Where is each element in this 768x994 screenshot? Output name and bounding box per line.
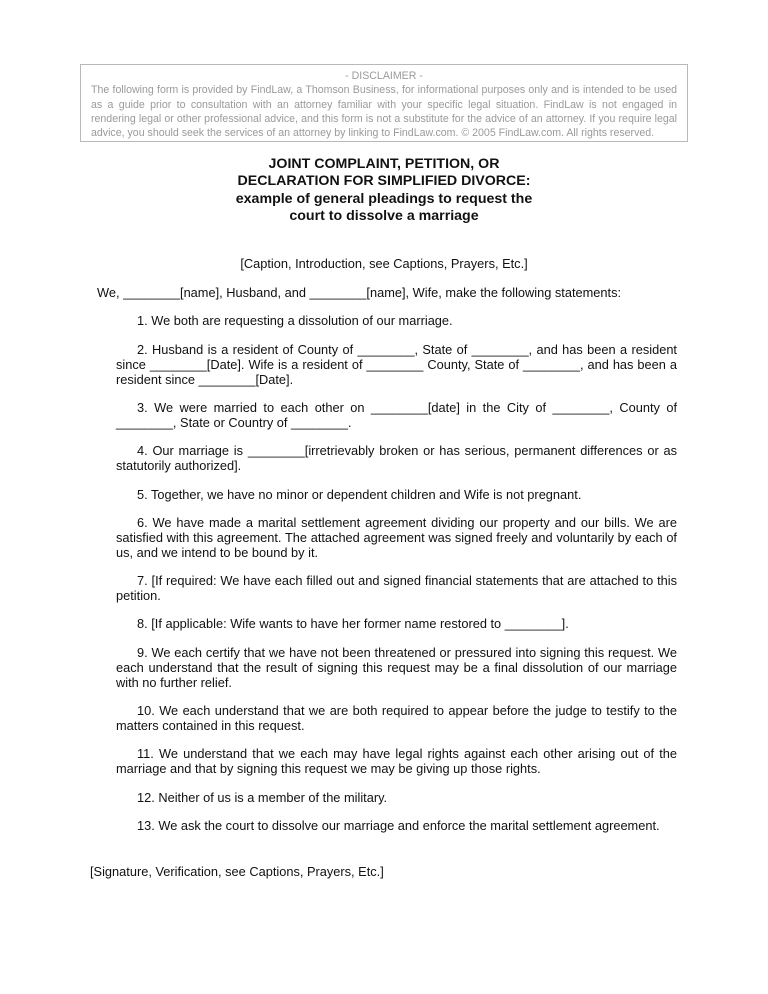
title-line-2: DECLARATION FOR SIMPLIFIED DIVORCE: [237,173,531,190]
paragraph-9: 9. We each certify that we have not been threatened or pressured into signing this request. We each understand that the result of signing this request may be a final dissolution of our marriage with no further relief. [116,645,677,691]
paragraph-7: 7. [If required: We have each filled out and signed financial statements that are attached to this petition. [116,573,677,604]
paragraph-4: 4. Our marriage is ________[irretrievably broken or has serious, permanent differences or as statutorily authorized]. [116,443,677,474]
caption-introduction: [Caption, Introduction, see Captions, Prayers, Etc.] [240,256,528,271]
disclaimer-box [80,64,688,142]
paragraph-12: 12. Neither of us is a member of the military. [137,790,388,805]
disclaimer-text: The following form is provided by FindLaw, a Thomson Business, for informational purposes only and is intended to be used as a guide prior to consultation with an attorney familiar with your specific legal situation. FindLaw is not engaged in rendering legal or other professional advice, and this form is not a substitute for the advice of an attorney. If you require legal advice, you should seek the services of an attorney by linking to FindLaw.com. © 2005 FindLaw.com. All rights reserved. [91,84,677,140]
document-title [0,156,768,226]
title-line-4: court to dissolve a marriage [289,208,479,225]
paragraph-1: 1. We both are requesting a dissolution of our marriage. [137,313,453,328]
disclaimer-heading: - DISCLAIMER - [345,70,423,82]
paragraph-5: 5. Together, we have no minor or dependent children and Wife is not pregnant. [137,487,582,502]
caption-signature: [Signature, Verification, see Captions, Prayers, Etc.] [90,864,384,879]
paragraph-8: 8. [If applicable: Wife wants to have her former name restored to ________]. [137,616,569,631]
title-line-3: example of general pleadings to request the [235,190,533,207]
intro-statement: We, ________[name], Husband, and ________[name], Wife, make the following statements: [97,285,622,300]
paragraph-2: 2. Husband is a resident of County of ________, State of ________, and has been a resident since ________[Date]. Wife is a resident of ________ County, State of ________, and has been a resident since ________[Date]. [116,342,677,388]
paragraph-10: 10. We each understand that we are both required to appear before the judge to testify to the matters contained in this request. [116,703,677,734]
title-line-1: JOINT COMPLAINT, PETITION, OR [268,156,500,172]
paragraph-6: 6. We have made a marital settlement agreement dividing our property and our bills. We are satisfied with this agreement. The attached agreement was signed freely and voluntarily by each of us, and we intend to be bound by it. [116,515,677,561]
paragraph-11: 11. We understand that we each may have legal rights against each other arising out of the marriage and that by signing this request we may be giving up those rights. [116,746,677,777]
paragraph-3: 3. We were married to each other on ________[date] in the City of ________, County of ________, State or Country of ________. [116,400,677,431]
paragraph-13: 13. We ask the court to dissolve our marriage and enforce the marital settlement agreement. [137,818,660,833]
